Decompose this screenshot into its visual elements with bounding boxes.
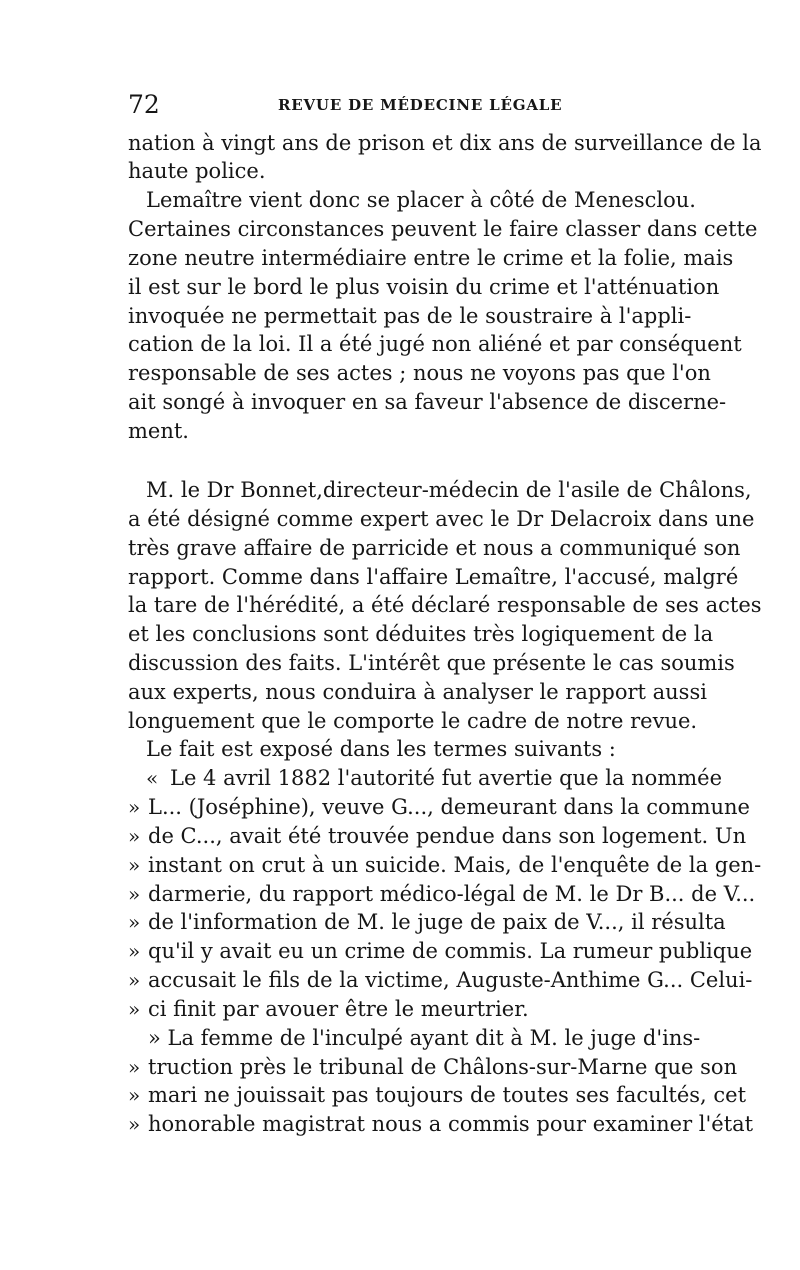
text-line: Certaines circonstances peuvent le faire classer dans cette	[128, 217, 758, 241]
quote-text: instant on crut à un suicide. Mais, de l'enquête de la gen-	[148, 853, 762, 877]
quote-mark: »	[128, 939, 141, 963]
text-line: zone neutre intermédiaire entre le crime et la folie, mais	[128, 246, 734, 270]
quote-line	[128, 821, 747, 851]
text-line: discussion des faits. L'intérêt que présente le cas soumis	[128, 651, 735, 675]
text-line: Lemaître vient donc se placer à côté de Menesclou.	[146, 188, 696, 212]
quote-line	[128, 907, 726, 937]
text-line: aux experts, nous conduira à analyser le rapport aussi	[128, 680, 707, 704]
text-line: ment.	[128, 419, 189, 443]
quote-text: accusait le fils de la victime, Auguste-Anthime G... Celui-	[148, 968, 753, 992]
quote-mark: »	[128, 824, 141, 848]
quote-line	[128, 792, 750, 822]
text-line: Le fait est exposé dans les termes suivants :	[146, 737, 616, 761]
running-title: REVUE DE MÉDECINE LÉGALE	[278, 96, 563, 114]
page-number: 72	[128, 90, 160, 119]
text-line: responsable de ses actes ; nous ne voyons pas que l'on	[128, 361, 711, 385]
quote-mark: «	[146, 766, 159, 790]
quote-line	[128, 1080, 747, 1110]
text-line: et les conclusions sont déduites très logiquement de la	[128, 622, 714, 646]
text-line: haute police.	[128, 159, 266, 183]
quote-mark: »	[128, 795, 141, 819]
quote-text: ci finit par avouer être le meurtrier.	[148, 997, 529, 1021]
text-line: ait songé à invoquer en sa faveur l'absence de discerne-	[128, 390, 727, 414]
text-line: rapport. Comme dans l'affaire Lemaître, l'accusé, malgré	[128, 565, 739, 589]
page-header	[128, 90, 680, 126]
quote-text: qu'il y avait eu un crime de commis. La rumeur publique	[148, 939, 753, 963]
quote-line	[128, 994, 680, 1024]
quote-line	[128, 1023, 701, 1053]
quote-mark: »	[128, 1055, 141, 1079]
quote-mark: »	[128, 910, 141, 934]
quote-mark: »	[128, 968, 141, 992]
quote-text: L... (Joséphine), veuve G..., demeurant dans la commune	[148, 795, 750, 819]
quote-mark: »	[128, 1083, 141, 1107]
quote-line	[128, 1052, 738, 1082]
quote-text: » La femme de l'inculpé ayant dit à M. le juge d'ins-	[148, 1026, 701, 1050]
quote-mark: »	[128, 853, 141, 877]
quote-text: darmerie, du rapport médico-légal de M. le Dr B... de V...	[148, 882, 756, 906]
quote-text: honorable magistrat nous a commis pour examiner l'état	[148, 1112, 754, 1136]
quote-line	[128, 763, 722, 793]
quote-line	[128, 879, 756, 909]
quote-mark: »	[128, 997, 141, 1021]
quote-text: truction près le tribunal de Châlons-sur-Marne que son	[148, 1055, 738, 1079]
quote-mark: »	[128, 1112, 141, 1136]
quote-line	[128, 850, 762, 880]
quote-text: de l'information de M. le juge de paix de V..., il résulta	[148, 910, 726, 934]
quote-line	[128, 1109, 754, 1139]
text-line: a été désigné comme expert avec le Dr Delacroix dans une	[128, 507, 755, 531]
quote-line	[128, 965, 753, 995]
quote-text: Le 4 avril 1882 l'autorité fut avertie que la nommée	[170, 766, 722, 790]
text-line: nation à vingt ans de prison et dix ans de surveillance de la	[128, 131, 762, 155]
text-line: longuement que le comporte le cadre de notre revue.	[128, 709, 698, 733]
text-line: il est sur le bord le plus voisin du crime et l'atténuation	[128, 275, 720, 299]
quote-text: de C..., avait été trouvée pendue dans son logement. Un	[148, 824, 747, 848]
text-line: la tare de l'hérédité, a été déclaré responsable de ses actes	[128, 593, 762, 617]
text-line: M. le Dr Bonnet,directeur-médecin de l'asile de Châlons,	[146, 478, 752, 502]
quote-mark: »	[128, 882, 141, 906]
quote-text: mari ne jouissait pas toujours de toutes ses facultés, cet	[148, 1083, 747, 1107]
text-line: cation de la loi. Il a été jugé non aliéné et par conséquent	[128, 332, 742, 356]
text-line: très grave affaire de parricide et nous a communiqué son	[128, 536, 741, 560]
text-line: invoquée ne permettait pas de le soustraire à l'appli-	[128, 304, 692, 328]
quote-line	[128, 936, 753, 966]
